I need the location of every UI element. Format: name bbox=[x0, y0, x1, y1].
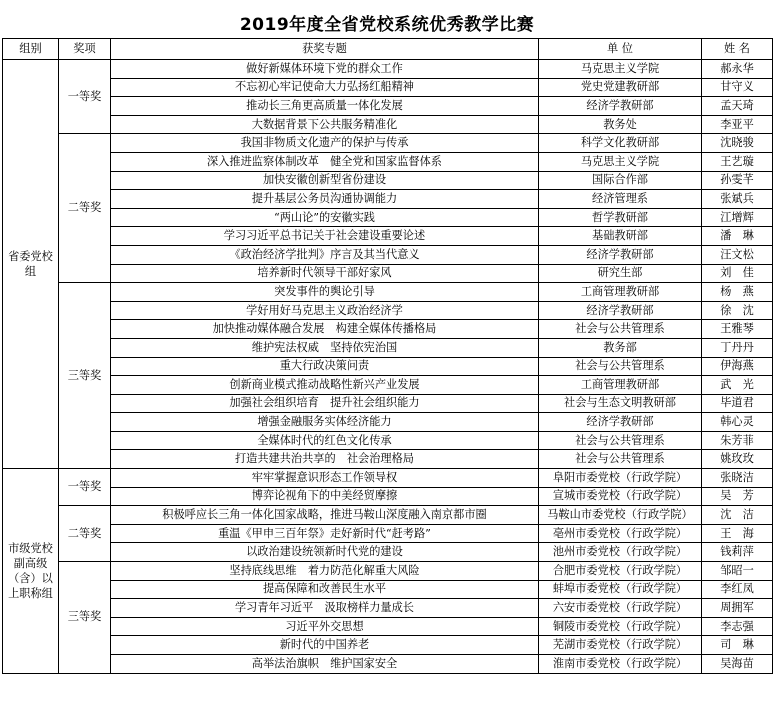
topic-cell: 加强社会组织培育 提升社会组织能力 bbox=[111, 394, 539, 413]
unit-cell: 经济管理系 bbox=[539, 190, 702, 209]
table-row bbox=[3, 60, 773, 79]
table-row bbox=[3, 617, 773, 636]
unit-cell: 哲学教研部 bbox=[539, 208, 702, 227]
name-cell: 沈晓骏 bbox=[702, 134, 773, 153]
name-cell: 毕道君 bbox=[702, 394, 773, 413]
topic-cell: 维护宪法权威 坚持依宪治国 bbox=[111, 338, 539, 357]
topic-cell: 大数据背景下公共服务精准化 bbox=[111, 115, 539, 134]
unit-cell: 经济学教研部 bbox=[539, 245, 702, 264]
topic-cell: 习近平外交思想 bbox=[111, 617, 539, 636]
topic-cell: 《政治经济学批判》序言及其当代意义 bbox=[111, 245, 539, 264]
unit-cell: 铜陵市委党校（行政学院） bbox=[539, 617, 702, 636]
topic-cell: 推动长三角更高质量一体化发展 bbox=[111, 97, 539, 116]
name-cell: 李志强 bbox=[702, 617, 773, 636]
unit-cell: 马克思主义学院 bbox=[539, 60, 702, 79]
table-row bbox=[3, 580, 773, 599]
unit-cell: 六安市委党校（行政学院） bbox=[539, 599, 702, 618]
topic-cell: 学好用好马克思主义政治经济学 bbox=[111, 301, 539, 320]
unit-cell: 工商管理教研部 bbox=[539, 283, 702, 302]
unit-cell: 马克思主义学院 bbox=[539, 152, 702, 171]
name-cell: 甘守义 bbox=[702, 78, 773, 97]
award-table bbox=[2, 38, 773, 674]
unit-cell: 经济学教研部 bbox=[539, 301, 702, 320]
award-level-cell: 三等奖 bbox=[59, 283, 111, 469]
unit-cell: 基础教研部 bbox=[539, 227, 702, 246]
header-unit: 单 位 bbox=[539, 39, 702, 60]
topic-cell: 我国非物质文化遗产的保护与传承 bbox=[111, 134, 539, 153]
name-cell: 徐 沈 bbox=[702, 301, 773, 320]
table-row bbox=[3, 357, 773, 376]
name-cell: 朱芳菲 bbox=[702, 431, 773, 450]
table-row bbox=[3, 487, 773, 506]
unit-cell: 马鞍山市委党校（行政学院） bbox=[539, 506, 702, 525]
name-cell: 江增辉 bbox=[702, 208, 773, 227]
table-row bbox=[3, 245, 773, 264]
name-cell: 李红凤 bbox=[702, 580, 773, 599]
unit-cell: 合肥市委党校（行政学院） bbox=[539, 562, 702, 581]
unit-cell: 芜湖市委党校（行政学院） bbox=[539, 636, 702, 655]
header-topic: 获奖专题 bbox=[111, 39, 539, 60]
table-row bbox=[3, 208, 773, 227]
name-cell: 王艺璇 bbox=[702, 152, 773, 171]
name-cell: 周拥军 bbox=[702, 599, 773, 618]
table-row bbox=[3, 338, 773, 357]
table-row bbox=[3, 543, 773, 562]
name-cell: 李亚平 bbox=[702, 115, 773, 134]
name-cell: 郝永华 bbox=[702, 60, 773, 79]
table-row bbox=[3, 115, 773, 134]
unit-cell: 教务部 bbox=[539, 338, 702, 357]
name-cell: 孟天琦 bbox=[702, 97, 773, 116]
topic-cell: 坚持底线思维 着力防范化解重大风险 bbox=[111, 562, 539, 581]
unit-cell: 社会与公共管理系 bbox=[539, 357, 702, 376]
header-award: 奖项 bbox=[59, 39, 111, 60]
topic-cell: 加快安徽创新型省份建设 bbox=[111, 171, 539, 190]
name-cell: 邹昭一 bbox=[702, 562, 773, 581]
topic-cell: 培养新时代领导干部好家风 bbox=[111, 264, 539, 283]
topic-cell: 打造共建共治共享的 社会治理格局 bbox=[111, 450, 539, 469]
unit-cell: 池州市委党校（行政学院） bbox=[539, 543, 702, 562]
name-cell: 武 光 bbox=[702, 376, 773, 395]
name-cell: 吴海苗 bbox=[702, 655, 773, 674]
topic-cell: 突发事件的舆论引导 bbox=[111, 283, 539, 302]
award-level-cell: 一等奖 bbox=[59, 60, 111, 134]
name-cell: 孙雯芊 bbox=[702, 171, 773, 190]
table-row bbox=[3, 394, 773, 413]
topic-cell: 积极呼应长三角一体化国家战略，推进马鞍山深度融入南京都市圈 bbox=[111, 506, 539, 525]
unit-cell: 亳州市委党校（行政学院） bbox=[539, 524, 702, 543]
table-row bbox=[3, 301, 773, 320]
table-row bbox=[3, 171, 773, 190]
table-row bbox=[3, 450, 773, 469]
unit-cell: 教务处 bbox=[539, 115, 702, 134]
unit-cell: 党史党建教研部 bbox=[539, 78, 702, 97]
name-cell: 王 海 bbox=[702, 524, 773, 543]
table-row bbox=[3, 562, 773, 581]
unit-cell: 宣城市委党校（行政学院） bbox=[539, 487, 702, 506]
table-row bbox=[3, 599, 773, 618]
table-row bbox=[3, 469, 773, 488]
table-row bbox=[3, 320, 773, 339]
topic-cell: 提高保障和改善民生水平 bbox=[111, 580, 539, 599]
topic-cell: 重温《甲申三百年祭》走好新时代“赶考路” bbox=[111, 524, 539, 543]
name-cell: 汪文松 bbox=[702, 245, 773, 264]
name-cell: 丁丹丹 bbox=[702, 338, 773, 357]
award-level-cell: 一等奖 bbox=[59, 469, 111, 506]
topic-cell: 高举法治旗帜 维护国家安全 bbox=[111, 655, 539, 674]
unit-cell: 经济学教研部 bbox=[539, 413, 702, 432]
unit-cell: 研究生部 bbox=[539, 264, 702, 283]
unit-cell: 社会与公共管理系 bbox=[539, 450, 702, 469]
name-cell: 刘 佳 bbox=[702, 264, 773, 283]
table-row bbox=[3, 413, 773, 432]
name-cell: 沈 洁 bbox=[702, 506, 773, 525]
topic-cell: 做好新媒体环境下党的群众工作 bbox=[111, 60, 539, 79]
table-row bbox=[3, 283, 773, 302]
table-row bbox=[3, 227, 773, 246]
unit-cell: 淮南市委党校（行政学院） bbox=[539, 655, 702, 674]
award-level-cell: 二等奖 bbox=[59, 506, 111, 562]
unit-cell: 社会与公共管理系 bbox=[539, 320, 702, 339]
table-row bbox=[3, 431, 773, 450]
table-row bbox=[3, 524, 773, 543]
award-level-cell: 三等奖 bbox=[59, 562, 111, 674]
topic-cell: 深入推进监察体制改革 健全党和国家监督体系 bbox=[111, 152, 539, 171]
unit-cell: 科学文化教研部 bbox=[539, 134, 702, 153]
table-row bbox=[3, 97, 773, 116]
table-row bbox=[3, 506, 773, 525]
name-cell: 杨 燕 bbox=[702, 283, 773, 302]
table-row bbox=[3, 134, 773, 153]
topic-cell: 重大行政决策问责 bbox=[111, 357, 539, 376]
topic-cell: 新时代的中国养老 bbox=[111, 636, 539, 655]
unit-cell: 国际合作部 bbox=[539, 171, 702, 190]
name-cell: 吴 芳 bbox=[702, 487, 773, 506]
group-cell: 市级党校副高级（含）以上职称组 bbox=[3, 469, 59, 674]
name-cell: 张晓洁 bbox=[702, 469, 773, 488]
name-cell: 韩心灵 bbox=[702, 413, 773, 432]
topic-cell: 不忘初心牢记使命大力弘扬红船精神 bbox=[111, 78, 539, 97]
topic-cell: 以政治建设统领新时代党的建设 bbox=[111, 543, 539, 562]
topic-cell: 全媒体时代的红色文化传承 bbox=[111, 431, 539, 450]
topic-cell: 增强金融服务实体经济能力 bbox=[111, 413, 539, 432]
table-body bbox=[3, 60, 773, 674]
topic-cell: 加快推动媒体融合发展 构建全媒体传播格局 bbox=[111, 320, 539, 339]
table-row bbox=[3, 78, 773, 97]
unit-cell: 经济学教研部 bbox=[539, 97, 702, 116]
document-title: 2019年度全省党校系统优秀教学比赛 bbox=[239, 15, 535, 35]
topic-cell: 学习习近平总书记关于社会建设重要论述 bbox=[111, 227, 539, 246]
topic-cell: 牢牢掌握意识形态工作领导权 bbox=[111, 469, 539, 488]
topic-cell: 博弈论视角下的中美经贸摩擦 bbox=[111, 487, 539, 506]
table-row bbox=[3, 636, 773, 655]
topic-cell: 提升基层公务员沟通协调能力 bbox=[111, 190, 539, 209]
topic-cell: 创新商业模式推动战略性新兴产业发展 bbox=[111, 376, 539, 395]
unit-cell: 蚌埠市委党校（行政学院） bbox=[539, 580, 702, 599]
table-header-row bbox=[3, 39, 773, 60]
group-cell: 省委党校组 bbox=[3, 60, 59, 469]
header-name: 姓 名 bbox=[702, 39, 773, 60]
table-row bbox=[3, 376, 773, 395]
award-level-cell: 二等奖 bbox=[59, 134, 111, 283]
table-row bbox=[3, 264, 773, 283]
table-row bbox=[3, 190, 773, 209]
table-row bbox=[3, 152, 773, 171]
unit-cell: 工商管理教研部 bbox=[539, 376, 702, 395]
unit-cell: 社会与生态文明教研部 bbox=[539, 394, 702, 413]
name-cell: 司 琳 bbox=[702, 636, 773, 655]
topic-cell: 学习青年习近平 汲取榜样力量成长 bbox=[111, 599, 539, 618]
unit-cell: 社会与公共管理系 bbox=[539, 431, 702, 450]
name-cell: 姚玫玫 bbox=[702, 450, 773, 469]
name-cell: 王雅琴 bbox=[702, 320, 773, 339]
table-row bbox=[3, 655, 773, 674]
unit-cell: 阜阳市委党校（行政学院） bbox=[539, 469, 702, 488]
name-cell: 张斌兵 bbox=[702, 190, 773, 209]
name-cell: 钱莉萍 bbox=[702, 543, 773, 562]
name-cell: 伊海燕 bbox=[702, 357, 773, 376]
name-cell: 潘 琳 bbox=[702, 227, 773, 246]
topic-cell: “两山论”的安徽实践 bbox=[111, 208, 539, 227]
header-group: 组别 bbox=[3, 39, 59, 60]
